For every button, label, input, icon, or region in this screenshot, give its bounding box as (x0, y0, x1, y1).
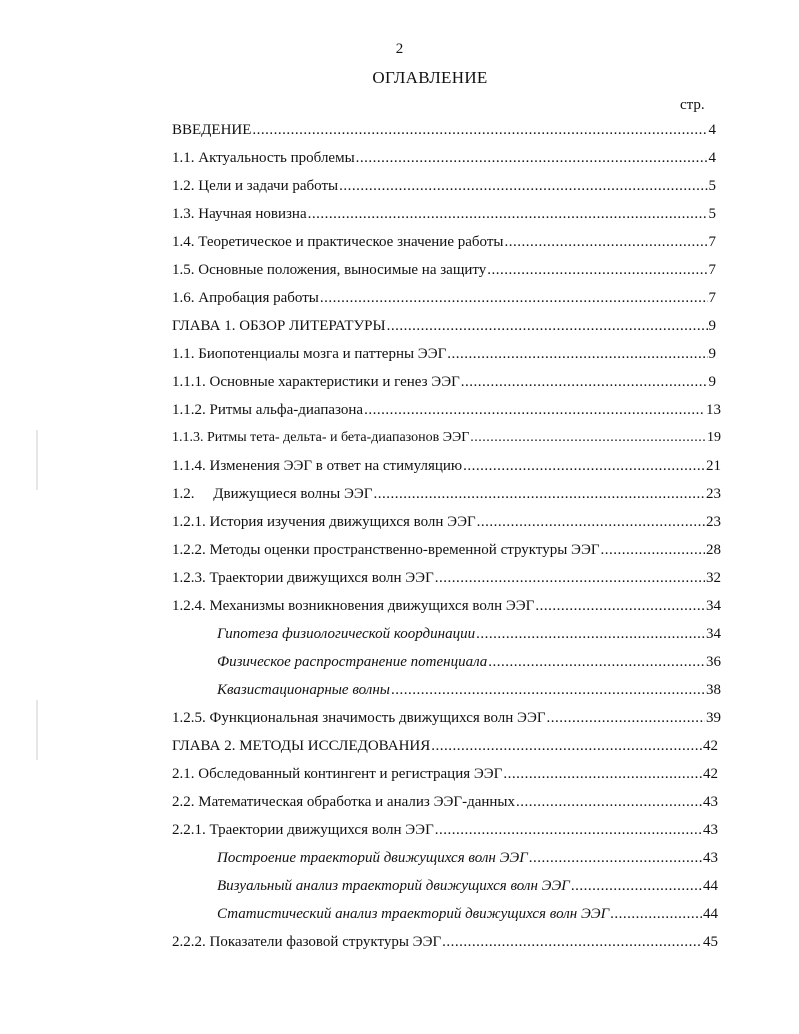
page-number: 2 (395, 41, 404, 57)
toc-entry-text: 1.4. Теоретическое и практическое значение работы (172, 234, 504, 250)
toc-leader-dots (442, 934, 702, 951)
toc-leader-dots (391, 682, 705, 699)
toc-entry-page: 45 (703, 934, 718, 950)
toc-leader-dots (488, 654, 705, 671)
toc-leader-dots (387, 318, 708, 335)
toc-entry-text: Гипотеза физиологической координации (217, 626, 476, 642)
toc-leader-dots (435, 570, 705, 587)
toc-leader-dots (503, 766, 702, 783)
toc-entry-text: 1.1.3. Ритмы тета- дельта- и бета-диапазонов ЭЭГ (172, 430, 470, 445)
toc-entry-page: 9 (708, 374, 716, 390)
toc-entry-text: 2.2.2. Показатели фазовой структуры ЭЭГ (172, 934, 442, 950)
toc-entry (172, 766, 718, 788)
toc-entry-text: Физическое распространение потенциала (217, 654, 488, 670)
toc-entry (172, 318, 716, 340)
toc-leader-dots (339, 178, 707, 195)
toc-entry-text: ГЛАВА 1. ОБЗОР ЛИТЕРАТУРЫ (172, 318, 386, 334)
toc-entry-text: Визуальный анализ траекторий движущихся волн ЭЭГ (217, 878, 570, 894)
scan-margin-mark (36, 430, 38, 490)
toc-entry-page: 7 (708, 262, 716, 278)
toc-entry-page: 36 (706, 654, 721, 670)
toc-entry-text: Статистический анализ траекторий движущихся волн ЭЭГ (217, 906, 610, 922)
toc-entry (172, 542, 721, 564)
toc-entry-text: 1.1.4. Изменения ЭЭГ в ответ на стимуляцию (172, 458, 463, 474)
toc-entry-text: 1.5. Основные положения, выносимые на защиту (172, 262, 487, 278)
toc-entry (217, 850, 718, 872)
toc-leader-dots (356, 150, 708, 167)
toc-entry-page: 4 (708, 122, 716, 138)
toc-leader-dots (463, 458, 705, 475)
toc-entry-page: 5 (708, 206, 716, 222)
toc-leader-dots (320, 290, 708, 307)
toc-entry-page: 43 (703, 850, 718, 866)
toc-entry-text: Квазистационарные волны (217, 682, 390, 698)
toc-leader-dots (431, 738, 702, 755)
toc-entry (172, 430, 721, 452)
scan-margin-mark (36, 700, 38, 760)
toc-leader-dots (610, 906, 702, 923)
toc-leader-dots (252, 122, 707, 139)
toc-entry (172, 402, 721, 424)
toc-entry-text: 1.3. Научная новизна (172, 206, 307, 222)
toc-leader-dots (535, 598, 705, 615)
toc-leader-dots (470, 430, 706, 446)
toc-entry-page: 38 (706, 682, 721, 698)
toc-entry-page: 42 (703, 766, 718, 782)
toc-entry (172, 346, 716, 368)
toc-entry-page: 43 (703, 794, 718, 810)
toc-entry-text: 1.1.1. Основные характеристики и генез ЭЭГ (172, 374, 460, 390)
toc-entry (172, 458, 721, 480)
toc-leader-dots (364, 402, 705, 419)
toc-entry (172, 934, 718, 956)
toc-entry (172, 234, 716, 256)
toc-entry-text: ВВЕДЕНИЕ (172, 122, 252, 138)
toc-entry-page: 44 (703, 906, 718, 922)
toc-entry-page: 28 (706, 542, 721, 558)
toc-title: ОГЛАВЛЕНИЕ (372, 68, 488, 87)
toc-entry (172, 794, 718, 816)
toc-entry-page: 4 (708, 150, 716, 166)
toc-entry-page: 9 (708, 318, 716, 334)
toc-leader-dots (504, 234, 707, 251)
toc-leader-dots (435, 822, 702, 839)
toc-entry-page: 19 (707, 430, 721, 445)
toc-entry-page: 34 (706, 626, 721, 642)
toc-entry (217, 626, 721, 648)
toc-entry (217, 878, 718, 900)
toc-leader-dots (601, 542, 705, 559)
toc-entry-page: 43 (703, 822, 718, 838)
toc-entry-page: 21 (706, 458, 721, 474)
toc-entry-page: 13 (706, 402, 721, 418)
toc-entry-text: 1.1. Актуальность проблемы (172, 150, 355, 166)
toc-entry (217, 906, 718, 928)
toc-entry-text: 1.2.3. Траектории движущихся волн ЭЭГ (172, 570, 434, 586)
toc-entry-text: 1.2.4. Механизмы возникновения движущихся волн ЭЭГ (172, 598, 535, 614)
toc-entry-text: 1.1. Биопотенциалы мозга и паттерны ЭЭГ (172, 346, 447, 362)
toc-leader-dots (571, 878, 702, 895)
toc-entry-text: 2.2.1. Траектории движущихся волн ЭЭГ (172, 822, 434, 838)
toc-leader-dots (373, 486, 705, 503)
toc-entry-text: 2.2. Математическая обработка и анализ ЭЭГ-данных (172, 794, 515, 810)
toc-entry-text: Построение траекторий движущихся волн ЭЭГ (217, 850, 528, 866)
toc-entry-text: 1.2.5. Функциональная значимость движущихся волн ЭЭГ (172, 710, 546, 726)
toc-entry (172, 206, 716, 228)
toc-leader-dots (461, 374, 708, 391)
toc-entry (217, 654, 721, 676)
toc-entry-text: 2.1. Обследованный контингент и регистрация ЭЭГ (172, 766, 503, 782)
toc-entry-text: 1.2. Цели и задачи работы (172, 178, 339, 194)
toc-entry (172, 122, 716, 144)
toc-entry-text: 1.1.2. Ритмы альфа-диапазона (172, 402, 364, 418)
toc-entry-page: 9 (708, 346, 716, 362)
toc-entry-page: 34 (706, 598, 721, 614)
toc-leader-dots (477, 514, 705, 531)
toc-entry-text: 1.6. Апробация работы (172, 290, 319, 306)
toc-leader-dots (308, 206, 708, 223)
toc-entry-page: 42 (703, 738, 718, 754)
toc-entry-text: 1.2.1. История изучения движущихся волн ЭЭГ (172, 514, 476, 530)
toc-entry-page: 5 (708, 178, 716, 194)
toc-entry (172, 822, 718, 844)
toc-entry (172, 514, 721, 536)
toc-entry-page: 44 (703, 878, 718, 894)
toc-entry (172, 178, 716, 200)
toc-leader-dots (476, 626, 705, 643)
toc-entry (172, 738, 718, 760)
toc-entry-text: ГЛАВА 2. МЕТОДЫ ИССЛЕДОВАНИЯ (172, 738, 431, 754)
toc-entry (172, 598, 721, 620)
toc-entry-page: 7 (708, 290, 716, 306)
toc-leader-dots (529, 850, 702, 867)
toc-entry (172, 374, 716, 396)
toc-leader-dots (447, 346, 707, 363)
toc-leader-dots (487, 262, 707, 279)
toc-entry (172, 262, 716, 284)
toc-leader-dots (547, 710, 705, 727)
toc-leader-dots (516, 794, 702, 811)
toc-entry (172, 486, 721, 508)
toc-entry-page: 23 (706, 486, 721, 502)
toc-entry (172, 290, 716, 312)
toc-entry-page: 39 (706, 710, 721, 726)
toc-entry (172, 570, 721, 592)
toc-entry (172, 150, 716, 172)
toc-entry-text: 1.2. Движущиеся волны ЭЭГ (172, 486, 373, 502)
toc-entry-text: 1.2.2. Методы оценки пространственно-временной структуры ЭЭГ (172, 542, 600, 558)
page-column-label: стр. (680, 97, 705, 113)
toc-entry (172, 710, 721, 732)
toc-entry-page: 23 (706, 514, 721, 530)
toc-entry (217, 682, 721, 704)
toc-entry-page: 32 (706, 570, 721, 586)
toc-entry-page: 7 (708, 234, 716, 250)
